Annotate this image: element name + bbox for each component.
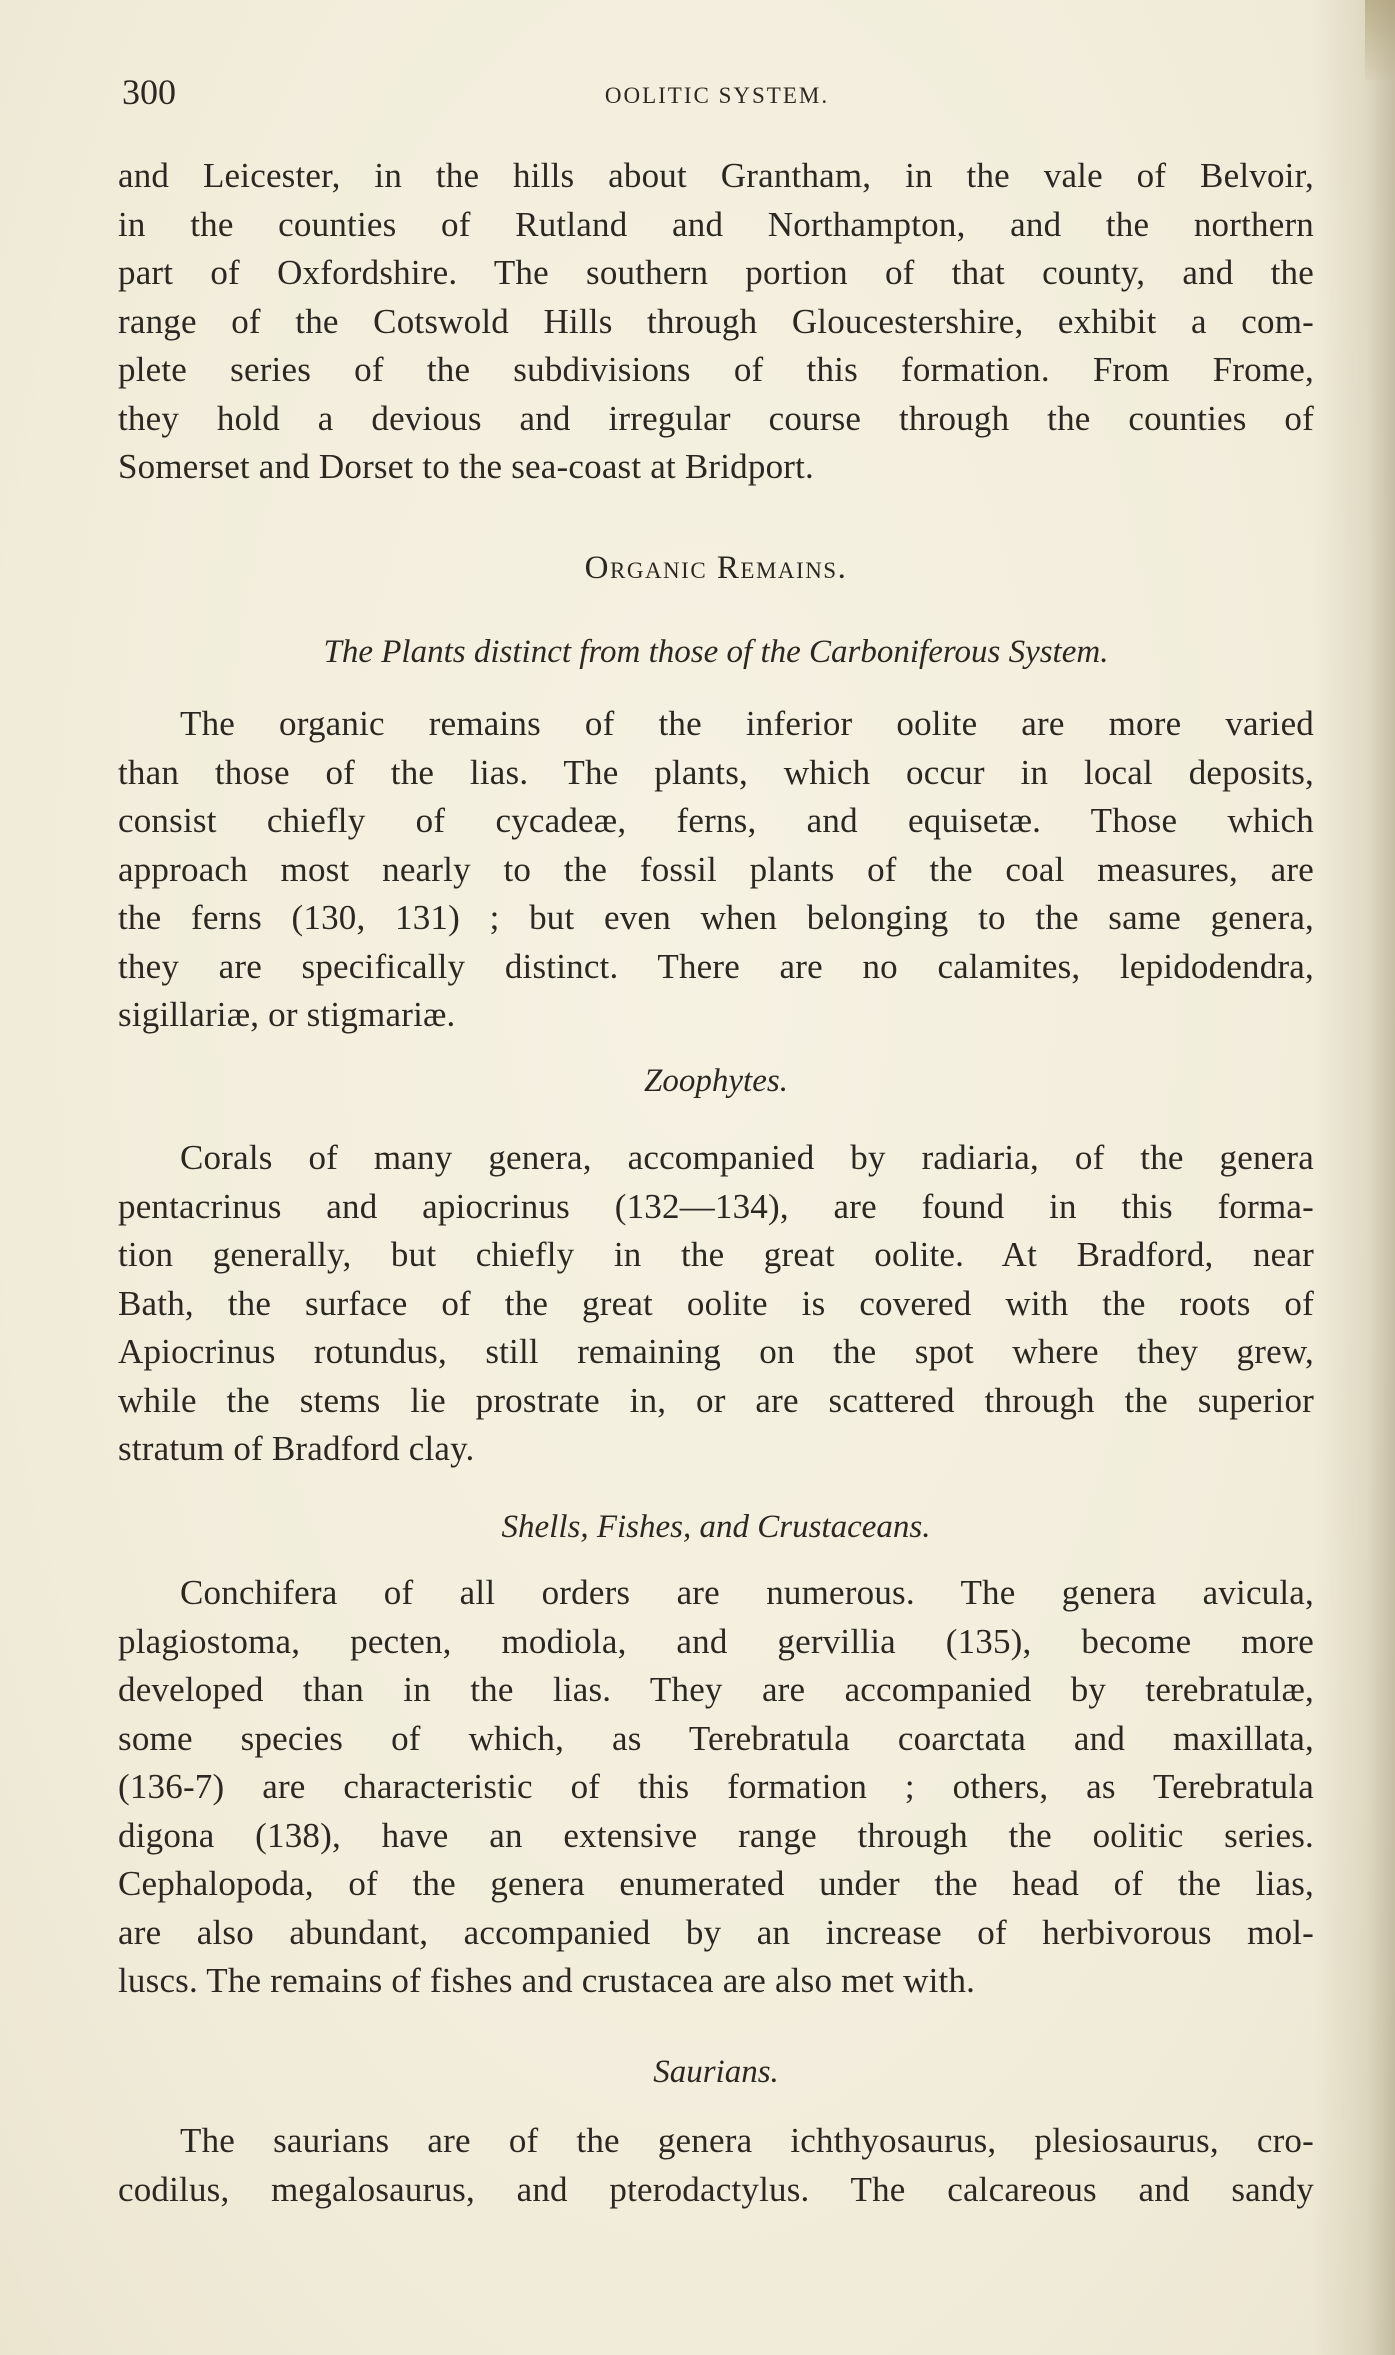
text-line: in the counties of Rutland and Northampton, and the northern xyxy=(118,204,1314,244)
paragraph-zoophytes xyxy=(118,1134,1314,1474)
running-title: OOLITIC SYSTEM. xyxy=(604,83,830,108)
text-line: plete series of the subdivisions of this formation. From Frome, xyxy=(118,350,1314,389)
text-line: Corals of many genera, accompanied by radiaria, of the genera xyxy=(180,1138,1314,1177)
text-line: sigillariæ, or stigmariæ. xyxy=(118,995,456,1034)
text-line: they are specifically distinct. There are no calamites, lepidodendra, xyxy=(118,946,1314,986)
text-line: range of the Cotswold Hills through Gloucestershire, exhibit a com- xyxy=(118,301,1314,341)
text-line: codilus, megalosaurus, and pterodactylus. The calcareous and sandy xyxy=(118,2169,1314,2209)
page-corner-shadow xyxy=(1365,0,1395,80)
text-line: Apiocrinus rotundus, still remaining on the spot where they grew, xyxy=(118,1332,1314,1371)
text-line: stratum of Bradford clay. xyxy=(118,1429,475,1468)
paragraph-plants xyxy=(118,700,1314,1040)
paragraph-saurians xyxy=(118,2117,1314,2214)
text-line: approach most nearly to the fossil plants of the coal measures, are xyxy=(118,849,1314,889)
text-line: tion generally, but chiefly in the great oolite. At Bradford, near xyxy=(118,1235,1314,1274)
text-line: part of Oxfordshire. The southern portion of that county, and the xyxy=(118,253,1314,292)
page-number: 300 xyxy=(122,72,176,112)
text-line: and Leicester, in the hills about Grantham, in the vale of Belvoir, xyxy=(118,156,1314,195)
text-line: Conchifera of all orders are numerous. The genera avicula, xyxy=(180,1573,1314,1612)
text-line: pentacrinus and apiocrinus (132—134), are found in this forma- xyxy=(118,1186,1314,1226)
text-line: (136-7) are characteristic of this formation ; others, as Terebratula xyxy=(118,1767,1314,1806)
subheading-zoophytes: Zoophytes. xyxy=(644,1063,788,1099)
text-line: digona (138), have an extensive range through the oolitic series. xyxy=(118,1815,1314,1855)
text-line: while the stems lie prostrate in, or are scattered through the superior xyxy=(118,1380,1314,1420)
text-line: Bath, the surface of the great oolite is covered with the roots of xyxy=(118,1283,1314,1323)
text-line: The saurians are of the genera ichthyosaurus, plesiosaurus, cro- xyxy=(180,2121,1314,2160)
text-line: developed than in the lias. They are accompanied by terebratulæ, xyxy=(118,1670,1314,1709)
section-heading-organic-remains: Organic Remains. xyxy=(584,550,848,586)
text-line: some species of which, as Terebratula coarctata and maxillata, xyxy=(118,1718,1314,1758)
subheading-saurians: Saurians. xyxy=(653,2054,779,2090)
text-line: plagiostoma, pecten, modiola, and gervillia (135), become more xyxy=(118,1621,1314,1661)
text-line: consist chiefly of cycadeæ, ferns, and equisetæ. Those which xyxy=(118,801,1314,840)
text-line: than those of the lias. The plants, which occur in local deposits, xyxy=(118,752,1314,792)
text-line: The organic remains of the inferior oolite are more varied xyxy=(180,704,1314,743)
text-line: they hold a devious and irregular course through the counties of xyxy=(118,398,1314,438)
text-line: Somerset and Dorset to the sea-coast at Bridport. xyxy=(118,447,815,486)
text-line: Cephalopoda, of the genera enumerated under the head of the lias, xyxy=(118,1864,1314,1903)
subheading-shells-fishes-crustaceans: Shells, Fishes, and Crustaceans. xyxy=(501,1509,931,1545)
text-line: are also abundant, accompanied by an increase of herbivorous mol- xyxy=(118,1912,1314,1952)
text-line: the ferns (130, 131) ; but even when belonging to the same genera, xyxy=(118,898,1314,937)
subheading-plants: The Plants distinct from those of the Carboniferous System. xyxy=(323,634,1109,670)
text-line: luscs. The remains of fishes and crustacea are also met with. xyxy=(118,1961,976,2000)
running-head xyxy=(122,70,1312,114)
paragraph-continuation xyxy=(118,152,1314,492)
paragraph-shells xyxy=(118,1569,1314,2006)
